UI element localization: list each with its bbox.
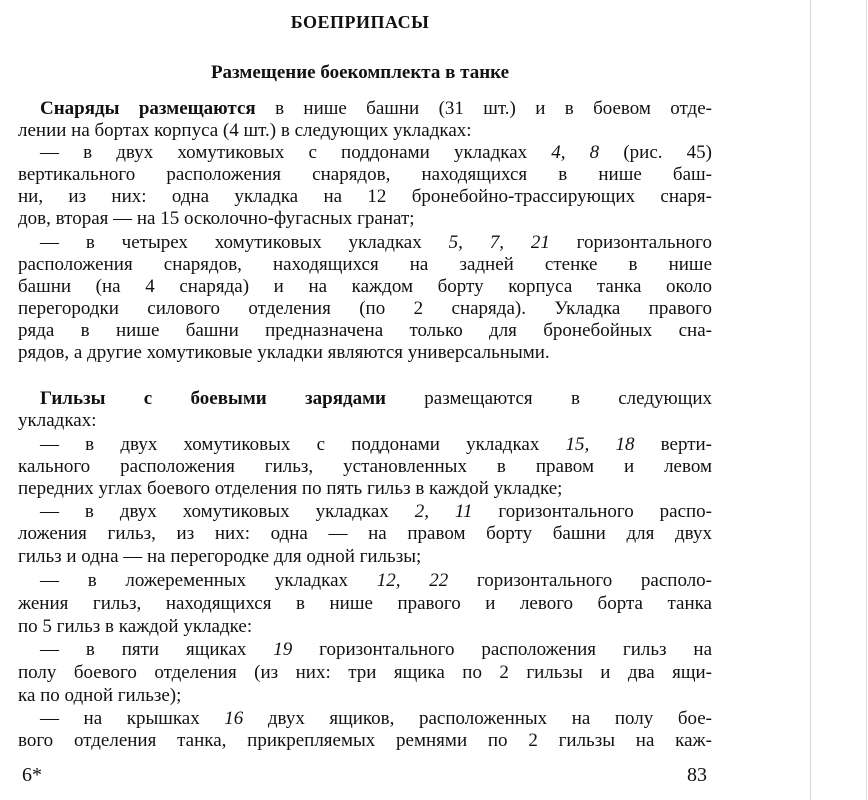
text-run: (рис. 45) [599,142,712,163]
text-run: — в четырех хомутиковых укладках [40,232,449,253]
text-line [18,730,712,752]
text-line [40,232,712,254]
text-run: кального расположения гильз, установленных в правом и левом [18,456,712,477]
text-line [18,685,712,707]
text-line [18,164,712,186]
signature-mark: 6* [22,764,42,786]
text-run: ложения гильз, из них: одна — на правом борту башни для двух [18,523,712,544]
text-run: вого отделения танка, прикрепляемых ремнями по 2 гильзы на каж- [18,730,712,751]
text-line [40,708,712,730]
text-run: — в пяти ящиках [40,639,274,660]
text-run: ряда в нише башни предназначена только для бронебойных сна- [18,320,712,341]
text-line [18,593,712,615]
text-run: укладках: [18,410,97,431]
text-run: горизонтального распо- [472,501,713,522]
page-edge-divider [810,0,811,800]
item-number: 16 [224,708,244,729]
text-run: двух ящиков, расположенных на полу бое- [243,708,712,729]
item-number: 5, 7, 21 [448,232,550,253]
text-line [18,186,712,208]
text-line [40,501,712,523]
text-line [40,434,712,456]
text-run: лении на бортах корпуса (4 шт.) в следующих укладках: [18,120,472,141]
text-line [18,616,712,638]
text-run: — на крышках [40,708,225,729]
text-line [18,478,712,500]
text-line [40,98,712,120]
text-line [18,276,712,298]
text-run: горизонтального располо- [448,570,712,591]
text-run: горизонтального расположения гильз на [292,639,712,660]
text-run: рядов, а другие хомутиковые укладки являются универсальными. [18,342,550,363]
item-number: 15, 18 [565,434,635,455]
text-line [18,320,712,342]
item-number: 19 [273,639,293,660]
text-run: по 5 гильз в каждой укладке: [18,616,253,637]
text-line [40,570,712,592]
text-run: ни, из них: одна укладка на 12 бронебойно-трассирующих снаря- [18,186,712,207]
text-line [40,388,712,410]
text-run: перегородки силового отделения (по 2 снаряда). Укладка правого [18,298,712,319]
item-number: 4, 8 [551,142,600,163]
text-run: размещаются в следующих [386,388,712,409]
text-line [18,342,712,364]
text-run: жения гильз, находящихся в нише правого и левого борта танка [18,593,712,614]
text-line [40,142,712,164]
text-line [18,456,712,478]
item-number: 2, 11 [414,501,473,522]
bold-term: Снаряды размещаются [40,98,256,119]
text-run: башни (на 4 снаряда) и на каждом борту корпуса танка около [18,276,712,297]
text-run: дов, вторая — на 15 осколочно-фугасных гранат; [18,208,415,229]
text-run: вертикального расположения снарядов, находящихся в нише баш- [18,164,712,185]
item-number: 12, 22 [376,570,449,591]
text-run: горизонтального [549,232,713,253]
page-number: 83 [687,764,707,786]
bold-term: Гильзы с боевыми зарядами [40,388,386,409]
text-line [18,120,712,142]
subsection-heading: Размещение боекомплекта в танке [210,62,510,83]
text-run: — в двух хомутиковых с поддонами укладках [40,142,552,163]
text-run: — в двух хомутиковых укладках [40,501,415,522]
text-run: верти- [634,434,712,455]
text-line [18,523,712,545]
section-heading: БОЕПРИПАСЫ [290,12,430,32]
text-run: ка по одной гильзе); [18,685,182,706]
text-line [18,254,712,276]
text-line [18,410,712,432]
text-run: расположения снарядов, находящихся на задней стенке в нише [18,254,712,275]
text-line [18,662,712,684]
text-line [18,208,712,230]
text-run: полу боевого отделения (из них: три ящика по 2 гильзы и два ящи- [18,662,712,683]
page-edge-divider-right [866,0,867,800]
text-run: — в ложеременных укладках [40,570,377,591]
text-run: гильз и одна — на перегородке для одной гильзы; [18,546,422,567]
text-run: — в двух хомутиковых с поддонами укладках [40,434,566,455]
text-run: в нише башни (31 шт.) и в боевом отде- [255,98,712,119]
text-line [40,639,712,661]
text-line [18,546,712,568]
text-run: передних углах боевого отделения по пять гильз в каждой укладке; [18,478,563,499]
text-line [18,298,712,320]
